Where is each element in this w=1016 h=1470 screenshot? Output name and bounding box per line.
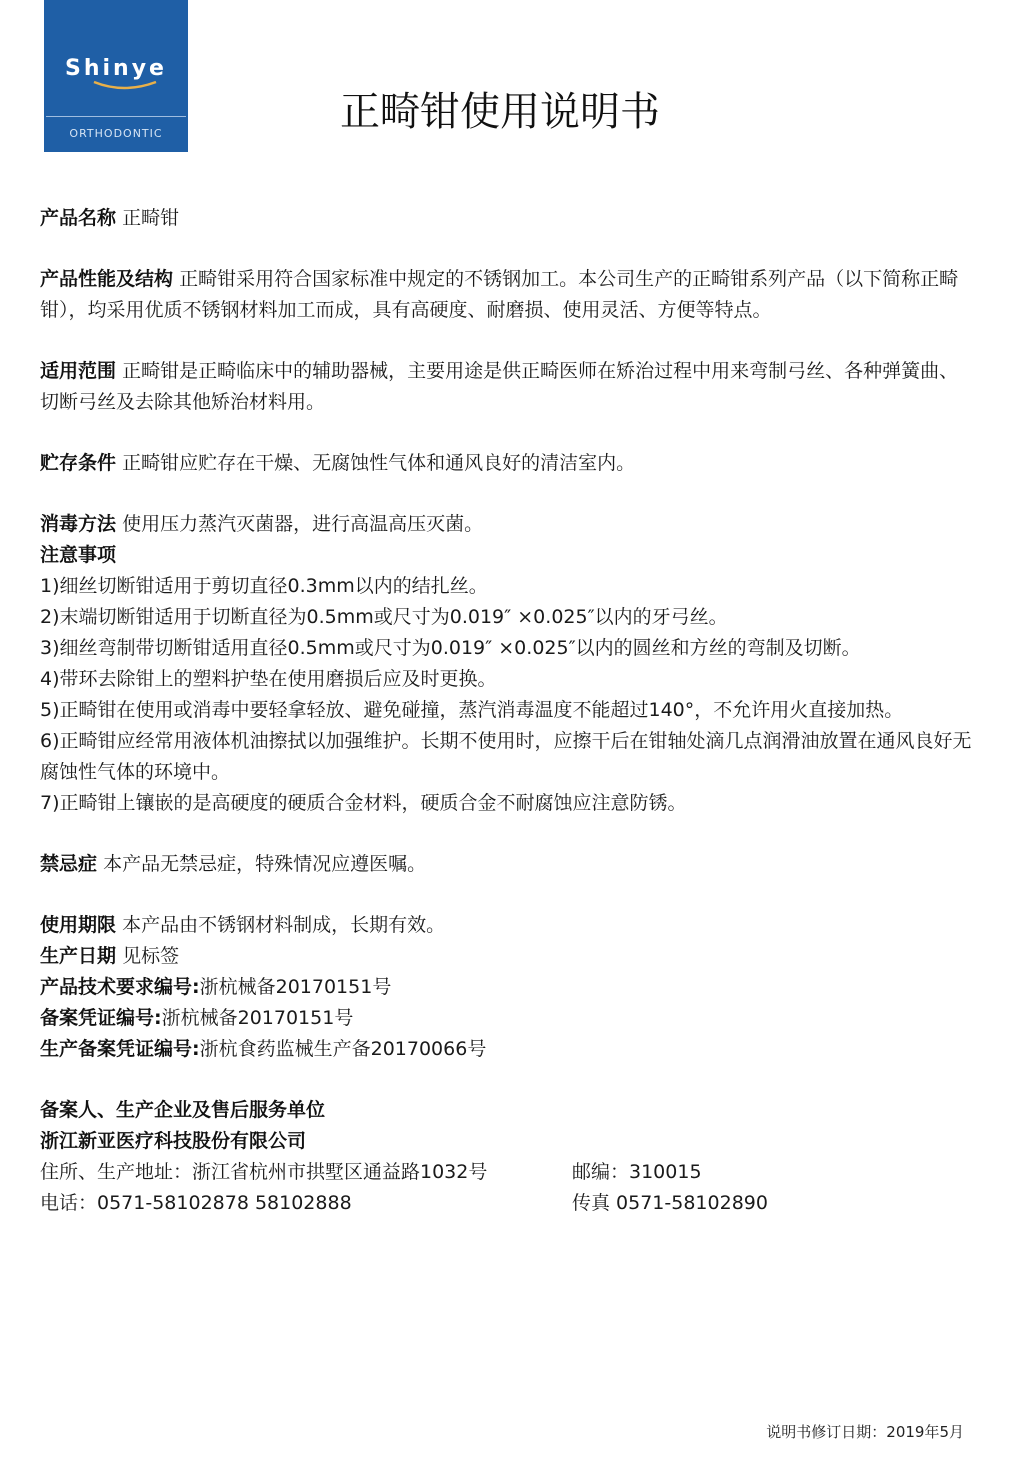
section-label: 消毒方法 <box>40 513 117 535</box>
section-text: 本产品无禁忌症，特殊情况应遵医嘱。 <box>103 853 427 875</box>
note-item: 5)正畸钳在使用或消毒中要轻拿轻放、避免碰撞，蒸汽消毒温度不能超过140°，不允许用火直接加热。 <box>40 699 904 721</box>
revision-date: 说明书修订日期：2019年5月 <box>766 1423 964 1441</box>
section-label: 禁忌症 <box>40 853 98 875</box>
note-item: 2)末端切断钳适用于切断直径为0.5mm或尺寸为0.019″ ×0.025″以内的牙弓丝。 <box>40 606 728 628</box>
section-label: 适用范围 <box>40 360 117 382</box>
section-production-date <box>40 941 975 972</box>
section-text: 见标签 <box>122 945 180 967</box>
note-item: 4)带环去除钳上的塑料护垫在使用磨损后应及时更换。 <box>40 668 497 690</box>
section-validity <box>40 910 975 941</box>
section-text: 浙杭械备20170151号 <box>199 976 392 998</box>
section-tech-requirement <box>40 972 975 1003</box>
section-text: 正畸钳应贮存在干燥、无腐蚀性气体和通风良好的清洁室内。 <box>122 452 636 474</box>
document-title: 正畸钳使用说明书 <box>340 89 660 135</box>
section-scope <box>40 356 975 418</box>
company-name: 浙江新亚医疗科技股份有限公司 <box>40 1130 307 1152</box>
address-row <box>40 1157 975 1188</box>
section-label: 产品性能及结构 <box>40 268 174 290</box>
section-production-record <box>40 1034 975 1065</box>
note-item: 3)细丝弯制带切断钳适用直径0.5mm或尺寸为0.019″ ×0.025″以内的圆丝和方丝的弯制及切断。 <box>40 637 861 659</box>
section-contraindication <box>40 849 975 880</box>
section-text: 本产品由不锈钢材料制成，长期有效。 <box>122 914 446 936</box>
company-phone: 电话：0571-58102878 58102888 <box>40 1192 352 1214</box>
company-fax: 传真 0571-58102890 <box>572 1192 768 1214</box>
section-label: 贮存条件 <box>40 452 117 474</box>
section-text: 浙杭食药监械生产备20170066号 <box>199 1038 487 1060</box>
document-body <box>40 203 975 1219</box>
note-item: 1)细丝切断钳适用于剪切直径0.3mm以内的结扎丝。 <box>40 575 488 597</box>
logo-swoosh-icon <box>44 78 188 98</box>
company-heading: 备案人、生产企业及售后服务单位 <box>40 1099 326 1121</box>
section-label: 备案凭证编号: <box>40 1007 162 1029</box>
section-label: 生产备案凭证编号: <box>40 1038 200 1060</box>
logo-subtitle: ORTHODONTIC <box>69 127 163 140</box>
section-storage <box>40 448 975 479</box>
section-text: 正畸钳 <box>122 207 180 229</box>
section-text: 浙杭械备20170151号 <box>161 1007 354 1029</box>
logo-brand-text: Shinye <box>65 56 167 81</box>
section-text: 正畸钳采用符合国家标准中规定的不锈钢加工。本公司生产的正畸钳系列产品（以下简称正畸钳），均采用优质不锈钢材料加工而成，具有高硬度、耐磨损、使用灵活、方便等特点。 <box>40 268 959 321</box>
section-notes-heading <box>40 540 975 571</box>
section-label: 生产日期 <box>40 945 117 967</box>
section-product-name <box>40 203 975 234</box>
section-text: 正畸钳是正畸临床中的辅助器械，主要用途是供正畸医师在矫治过程中用来弯制弓丝、各种弹簧曲、切断弓丝及去除其他矫治材料用。 <box>40 360 959 413</box>
company-logo <box>44 0 188 152</box>
section-label: 注意事项 <box>40 544 117 566</box>
section-record-certificate <box>40 1003 975 1034</box>
section-label: 产品名称 <box>40 207 117 229</box>
note-item: 7)正畸钳上镶嵌的是高硬度的硬质合金材料，硬质合金不耐腐蚀应注意防锈。 <box>40 792 687 814</box>
company-address: 住所、生产地址：浙江省杭州市拱墅区通益路1032号 <box>40 1161 488 1183</box>
note-item: 6)正畸钳应经常用液体机油擦拭以加强维护。长期不使用时，应擦干后在钳轴处滴几点润滑油放置在通风良好无腐蚀性气体的环境中。 <box>40 730 972 783</box>
phone-row <box>40 1188 975 1219</box>
logo-divider <box>46 116 186 117</box>
section-disinfection <box>40 509 975 540</box>
section-label: 产品技术要求编号: <box>40 976 200 998</box>
section-label: 使用期限 <box>40 914 117 936</box>
section-text: 使用压力蒸汽灭菌器，进行高温高压灭菌。 <box>122 513 484 535</box>
company-postcode: 邮编：310015 <box>572 1161 702 1183</box>
section-performance <box>40 264 975 326</box>
